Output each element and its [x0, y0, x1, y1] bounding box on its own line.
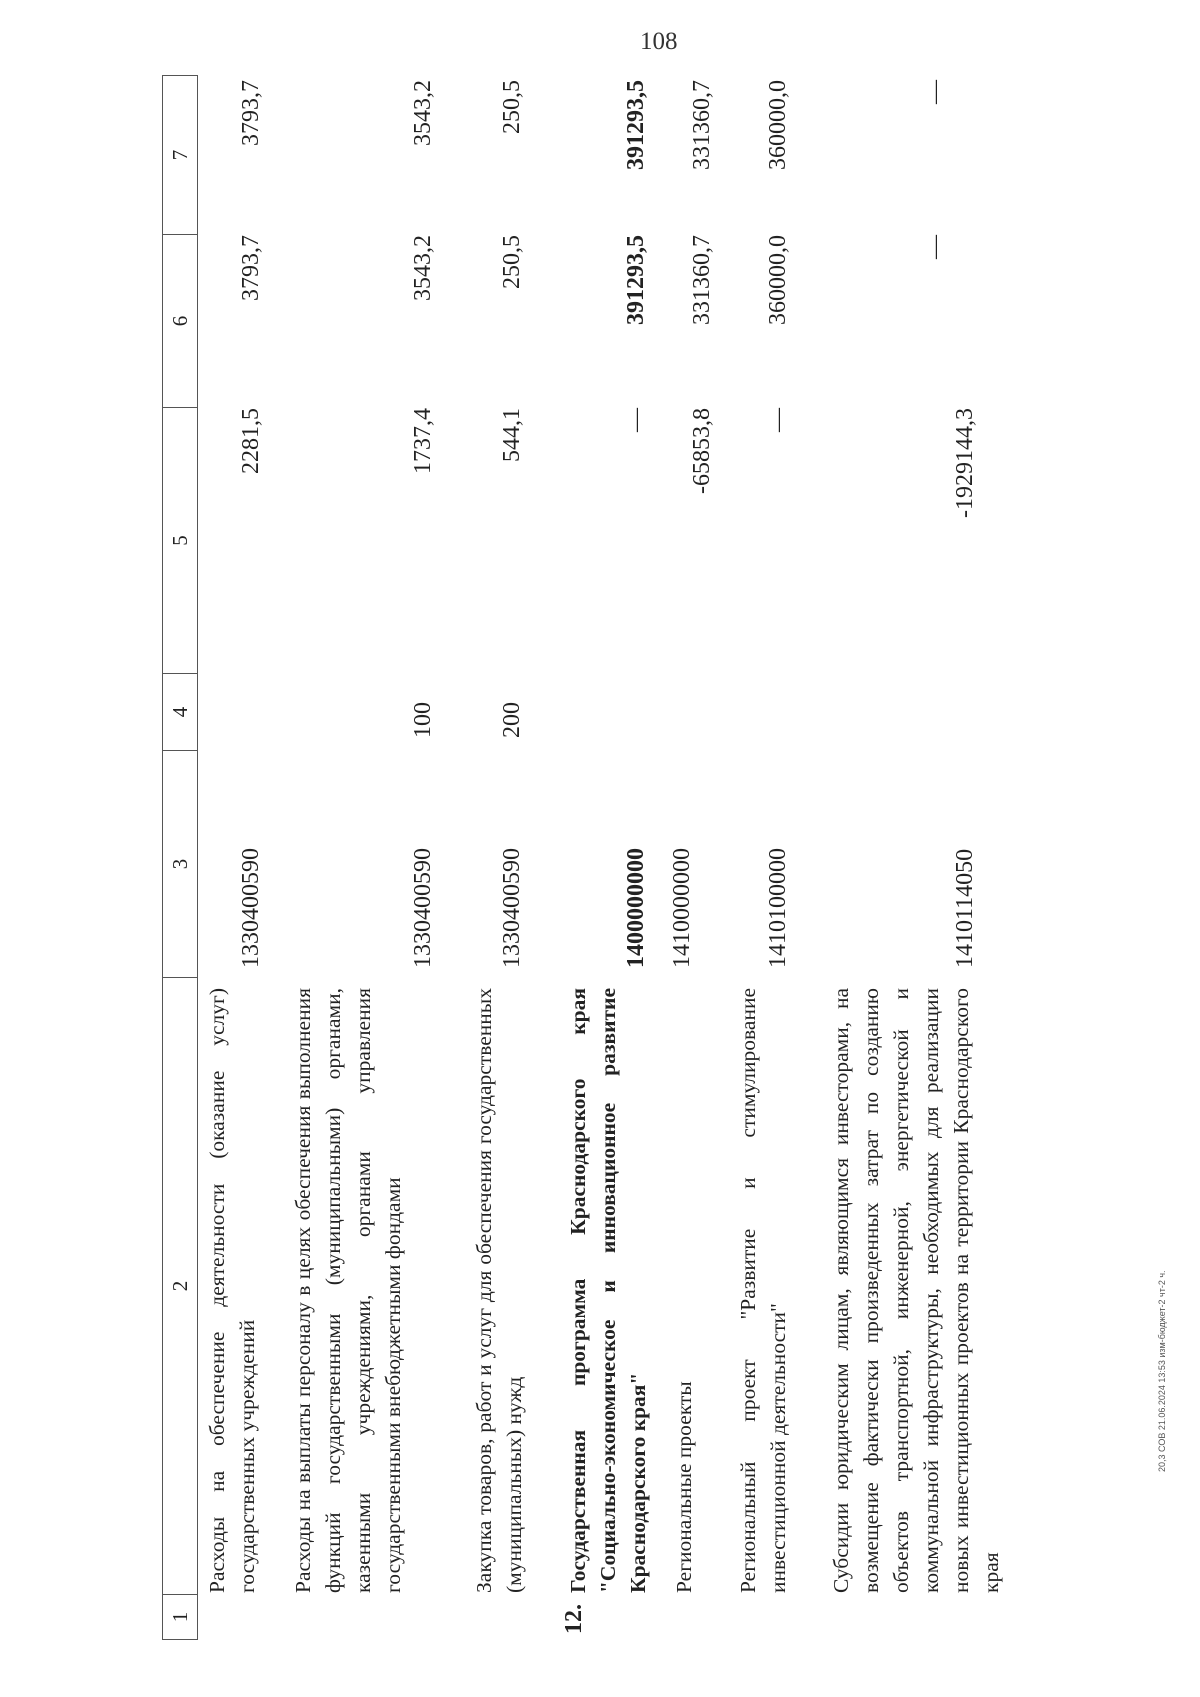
row-value-5: 544,1: [499, 408, 525, 462]
column-header-6: 6: [163, 234, 197, 407]
row-value-6: —: [922, 235, 948, 259]
column-header-1: 1: [163, 1594, 197, 1639]
row-name: Расходы на обеспечение деятельности (оказание услуг) государственных учреждений: [205, 988, 259, 1593]
page-number: 108: [640, 28, 678, 55]
row-value-7: 3793,7: [238, 80, 264, 146]
row-code: 1400000000: [623, 848, 649, 968]
row-value-7: 331360,7: [689, 80, 715, 170]
row-value-7: 391293,5: [623, 80, 649, 170]
row-name: Региональный проект "Развитие и стимулирование инвестиционной деятельности": [736, 988, 790, 1593]
row-value-7: 360000,0: [765, 80, 791, 170]
row-name: Расходы на выплаты персоналу в целях обеспечения выполнения функций государственными (муниципальными) органами, казенными учреждениями, органами управления государственными внебюджетными фондами: [291, 988, 405, 1593]
row-value-6: 331360,7: [689, 235, 715, 325]
row-value-5: —: [765, 408, 791, 432]
column-header-4: 4: [163, 673, 197, 750]
row-code: 1330400590: [238, 848, 264, 968]
column-header-3: 3: [163, 750, 197, 977]
row-value-7: 3543,2: [410, 80, 436, 146]
row-code: 1330400590: [499, 848, 525, 968]
column-header-5: 5: [163, 407, 197, 673]
row-value-5: 1737,4: [410, 408, 436, 474]
row-value-6: 360000,0: [765, 235, 791, 325]
row-code: 1410000000: [669, 848, 695, 968]
row-value-6: 3793,7: [238, 235, 264, 301]
row-value-6: 250,5: [499, 235, 525, 289]
row-type: 200: [499, 702, 525, 738]
column-header-2: 2: [163, 977, 197, 1594]
row-type: 100: [410, 702, 436, 738]
row-name: Государственная программа Краснодарского края "Социально-экономическое и инновационное развитие Краснодарского края": [566, 988, 650, 1593]
row-value-5: -65853,8: [689, 408, 715, 494]
row-value-6: 3543,2: [410, 235, 436, 301]
row-number: 12.: [561, 1604, 587, 1634]
row-code: 1410114050: [952, 848, 978, 968]
row-value-7: 250,5: [499, 80, 525, 134]
column-header-7: 7: [168, 149, 192, 161]
row-name: Субсидии юридическим лицам, являющимся инвесторами, на возмещение фактически произведенных затрат по созданию объектов транспортной, инженерной, энергетической и коммунальной инфраструктуры, необходимых для реализации новых инвестиционных проектов на территории Краснодарского края: [829, 988, 1003, 1593]
row-value-5: 2281,5: [238, 408, 264, 474]
budget-table: [162, 75, 1200, 1640]
row-value-6: 391293,5: [623, 235, 649, 325]
row-code: 1330400590: [410, 848, 436, 968]
row-value-5: —: [623, 408, 649, 432]
column-header-row: [162, 75, 198, 1640]
row-code: 1410100000: [765, 848, 791, 968]
row-value-5: -1929144,3: [952, 408, 978, 518]
row-name: Закупка товаров, работ и услуг для обеспечения государственных (муниципальных) нужд: [472, 988, 526, 1593]
row-value-7: —: [922, 80, 948, 104]
footer-stamp: 20,3 СОВ 21.06.2024 13:53 изм-бюджет-2 чт-2 ч.: [1157, 1270, 1167, 1472]
row-name: Региональные проекты: [672, 1381, 696, 1593]
